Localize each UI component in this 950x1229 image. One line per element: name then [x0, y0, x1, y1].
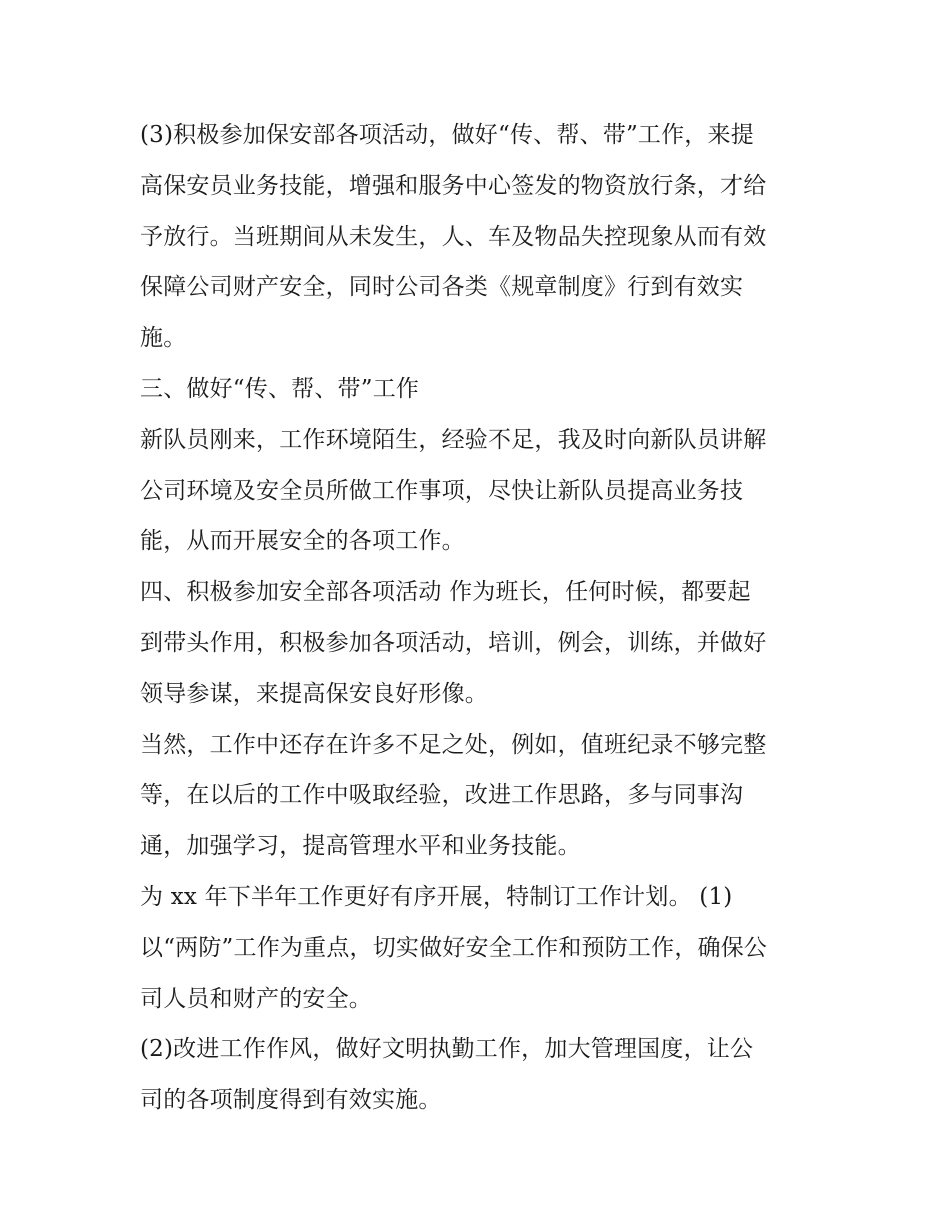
text-line: 领导参谋，来提高保安良好形像。	[140, 680, 488, 707]
text-line: 司人员和财产的安全。	[140, 985, 372, 1012]
text-line: 等，在以后的工作中吸取经验，改进工作思路，多与同事沟	[140, 782, 744, 809]
section-heading: 四、积极参加安全部各项活动 作为班长，任何时候，都要起	[140, 579, 751, 606]
text-line: 通，加强学习，提高管理水平和业务技能。	[140, 833, 581, 860]
text-line: 新队员刚来，工作环境陌生，经验不足，我及时向新队员讲解	[140, 426, 767, 453]
text-line: 予放行。当班期间从未发生，人、车及物品失控现象从而有效	[140, 223, 767, 250]
text-line: 保障公司财产安全，同时公司各类《规章制度》行到有效实	[140, 274, 744, 301]
text-line: 为 xx 年下半年工作更好有序开展，特制订工作计划。 (1)	[140, 883, 733, 910]
text-line: 公司环境及安全员所做工作事项，尽快让新队员提高业务技	[140, 477, 744, 504]
text-line: 以“两防”工作为重点，切实做好安全工作和预防工作，确保公	[140, 934, 768, 961]
text-line: (3)积极参加保安部各项活动，做好“传、帮、带”工作，来提	[140, 122, 754, 148]
text-line: 当然，工作中还存在许多不足之处，例如，值班纪录不够完整	[140, 731, 767, 758]
text-line: 高保安员业务技能，增强和服务中心签发的物资放行条，才给	[140, 172, 767, 199]
text-line: 施。	[140, 325, 187, 352]
text-line: (2)改进工作作风，做好文明执勤工作，加大管理国度，让公	[140, 1036, 754, 1063]
text-line: 能，从而开展安全的各项工作。	[140, 528, 465, 555]
section-heading: 三、做好“传、帮、带”工作	[140, 375, 420, 402]
text-line: 司的各项制度得到有效实施。	[140, 1087, 442, 1114]
text-line: 到带头作用，积极参加各项活动，培训，例会，训练，并做好	[140, 629, 767, 656]
document-body	[140, 110, 820, 1126]
